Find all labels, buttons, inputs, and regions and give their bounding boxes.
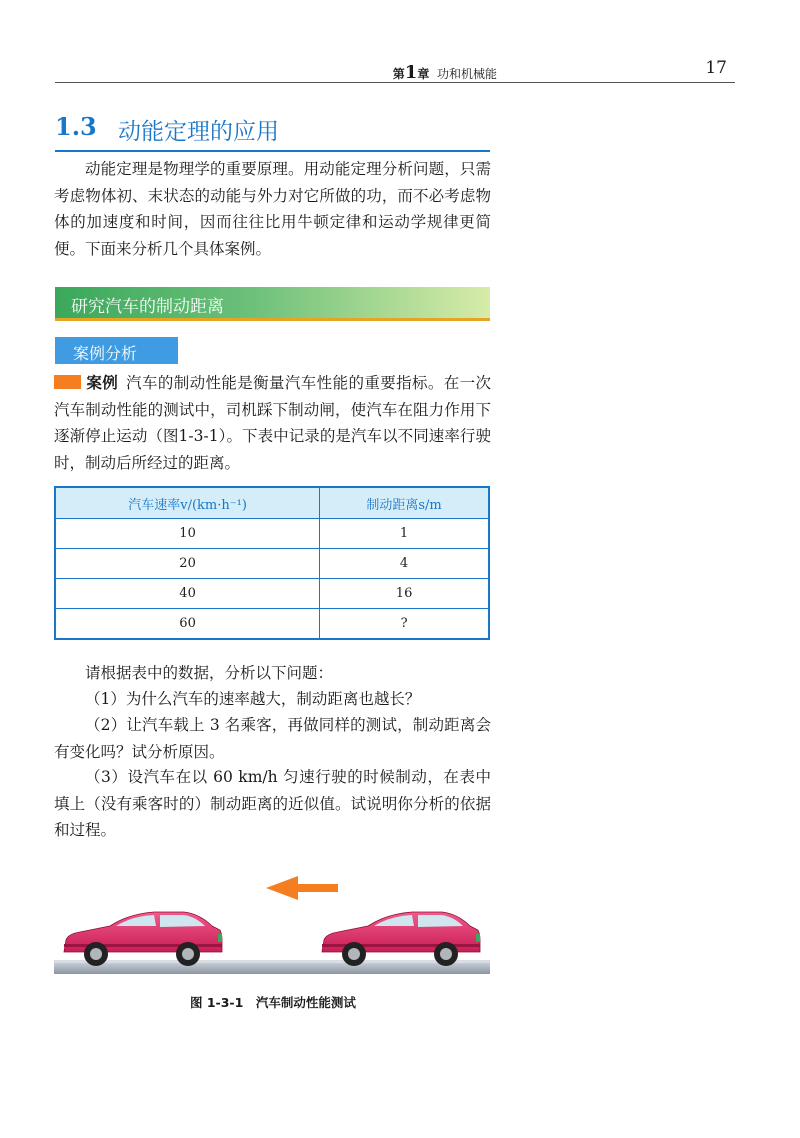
cell-distance: ? xyxy=(320,609,489,640)
page-number: 17 xyxy=(705,58,727,78)
car-right xyxy=(322,912,480,966)
cell-speed: 20 xyxy=(55,549,320,579)
cell-distance: 4 xyxy=(320,549,489,579)
cell-speed: 60 xyxy=(55,609,320,640)
question-2: （2）让汽车载上 3 名乘客，再做同样的测试，制动距离会有变化吗？试分析原因。 xyxy=(54,716,491,761)
table-row xyxy=(55,609,489,640)
case-analysis-text: 案例分析 xyxy=(73,344,138,363)
braking-data-table xyxy=(54,486,490,640)
subsection-banner xyxy=(55,287,490,321)
section-heading xyxy=(55,110,490,152)
braking-test-illustration xyxy=(54,870,490,982)
table-row xyxy=(55,549,489,579)
section-number: 1.3 xyxy=(55,112,97,141)
case-marker-icon xyxy=(54,375,81,389)
case-analysis-label xyxy=(55,337,178,364)
case-word: 案例 xyxy=(86,374,119,392)
section-title: 动能定理的应用 xyxy=(118,119,279,145)
cell-speed: 40 xyxy=(55,579,320,609)
table-row xyxy=(55,579,489,609)
chapter-label: 第1章 功和机械能 xyxy=(392,62,497,83)
cell-distance: 1 xyxy=(320,519,489,549)
table-row xyxy=(55,519,489,549)
car-left xyxy=(64,912,222,966)
ground xyxy=(54,962,490,974)
ground-edge xyxy=(54,960,490,963)
question-1: （1）为什么汽车的速率越大，制动距离也越长？ xyxy=(85,690,421,708)
cell-speed: 10 xyxy=(55,519,320,549)
question-3: （3）设汽车在以 60 km/h 匀速行驶的时候制动，在表中填上（没有乘客时的）制动距离的近似值。试说明你分析的依据和过程。 xyxy=(54,768,491,839)
intro-paragraph: 动能定理是物理学的重要原理。用动能定理分析问题，只需考虑物体初、末状态的动能与外力对它所做的功，而不必考虑物体的加速度和时间，因而往往比用牛顿定律和运动学规律更简便。下面来分析几个具体案例。 xyxy=(54,160,491,258)
subsection-title: 研究汽车的制动距离 xyxy=(71,297,224,317)
header-speed: 汽车速率v/(km·h⁻¹) xyxy=(55,487,320,519)
case-text: 汽车的制动性能是衡量汽车性能的重要指标。在一次汽车制动性能的测试中，司机踩下制动闸，使汽车在阻力作用下逐渐停止运动（图1-3-1）。下表中记录的是汽车以不同速率行驶时，制动后所经过的距离。 xyxy=(54,374,491,472)
figure-caption: 图 1-3-1 汽车制动性能测试 xyxy=(190,995,356,1010)
header-distance: 制动距离s/m xyxy=(320,487,489,519)
motion-arrow-icon xyxy=(266,876,338,900)
page-header xyxy=(55,58,735,83)
questions-lead: 请根据表中的数据，分析以下问题： xyxy=(85,664,334,682)
cell-distance: 16 xyxy=(320,579,489,609)
case-paragraph xyxy=(54,370,491,476)
table-header-row xyxy=(55,487,489,519)
